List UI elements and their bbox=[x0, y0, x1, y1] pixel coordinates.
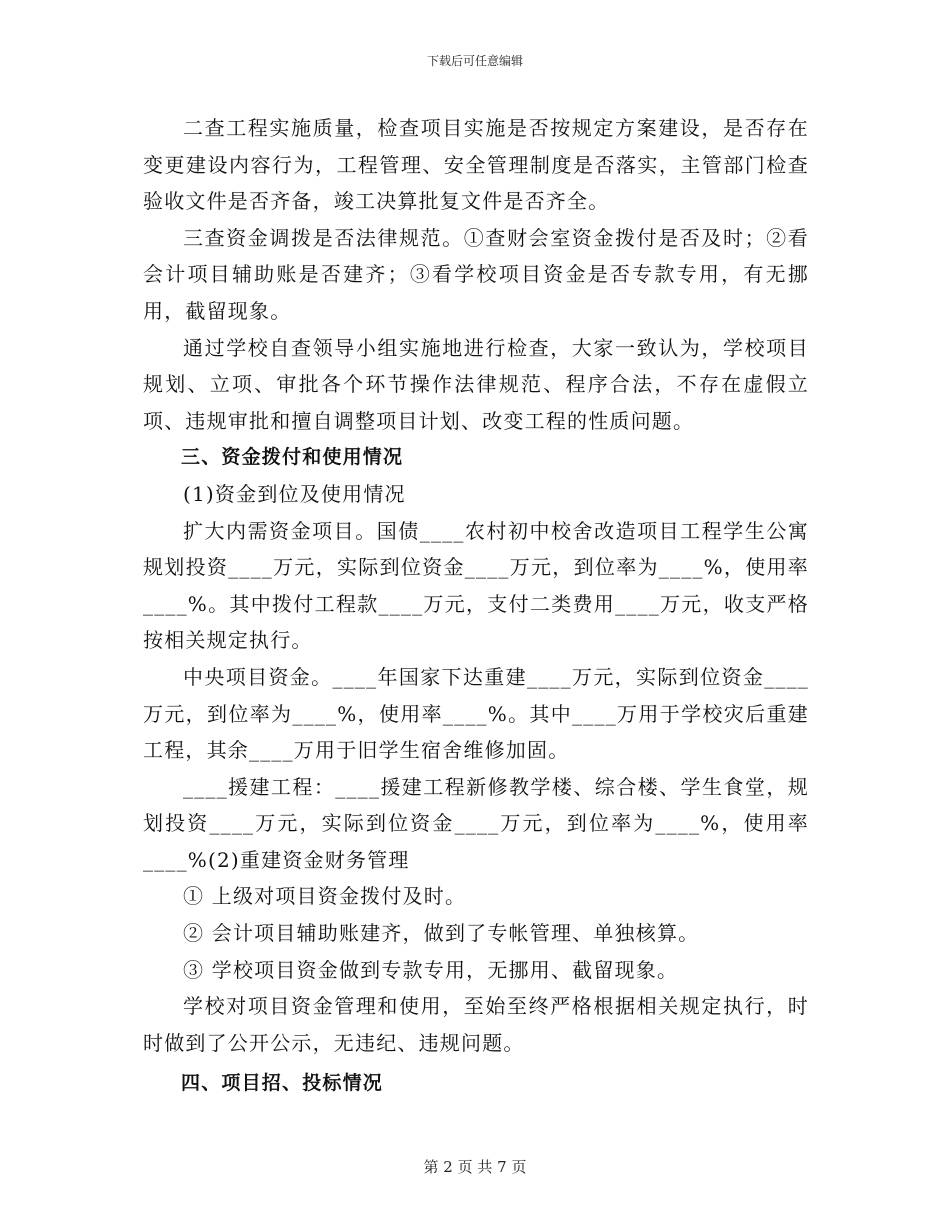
paragraph: 扩大内需资金项目。国债____农村初中校舍改造项目工程学生公寓规划投资____万元，实际到位资金____万元，到位率为____%，使用率____%。其中拨付工程款____万元，支付二类费用____万元，收支严格按相关规定执行。 bbox=[143, 518, 809, 653]
paragraph: ____援建工程：____援建工程新修教学楼、综合楼、学生食堂，规划投资____万元，实际到位资金____万元，到位率为____%，使用率____%(2)重建资金财务管理 bbox=[143, 774, 809, 872]
page-header: 下载后可任意编辑 bbox=[426, 54, 523, 68]
page-footer: 第 2 页 共 7 页 bbox=[423, 1158, 527, 1176]
section-heading: 四、项目招、投标情况 bbox=[181, 1072, 384, 1095]
paragraph: 三查资金调拨是否法律规范。①查财会室资金拨付是否及时；②看会计项目辅助账是否建齐；③看学校项目资金是否专款专用，有无挪用，截留现象。 bbox=[143, 225, 809, 323]
paragraph: 中央项目资金。____年国家下达重建____万元，实际到位资金____万元，到位率为____%，使用率____%。其中____万用于学校灾后重建工程，其余____万用于旧学生宿舍维修加固。 bbox=[143, 664, 809, 763]
list-item: ③ 学校项目资金做到专款专用，无挪用、截留现象。 bbox=[183, 957, 679, 982]
subsection-heading: (1)资金到位及使用情况 bbox=[183, 481, 406, 506]
paragraph: 二查工程实施质量，检查项目实施是否按规定方案建设，是否存在变更建设内容行为，工程管理、安全管理制度是否落实，主管部门检查验收文件是否齐备，竣工决算批复文件是否齐全。 bbox=[143, 116, 809, 214]
paragraph: 通过学校自查领导小组实施地进行检查，大家一致认为，学校项目规划、立项、审批各个环节操作法律规范、程序合法，不存在虚假立项、违规审批和擅自调整项目计划、改变工程的性质问题。 bbox=[143, 335, 809, 433]
section-heading: 三、资金拨付和使用情况 bbox=[181, 446, 404, 469]
paragraph: 学校对项目资金管理和使用，至始至终严格根据相关规定执行，时时做到了公开公示，无违纪、违规问题。 bbox=[143, 994, 809, 1055]
list-item: ② 会计项目辅助账建齐，做到了专帐管理、单独核算。 bbox=[183, 921, 700, 946]
document-body bbox=[143, 110, 809, 1102]
list-item: ① 上级对项目资金拨付及时。 bbox=[183, 884, 467, 909]
